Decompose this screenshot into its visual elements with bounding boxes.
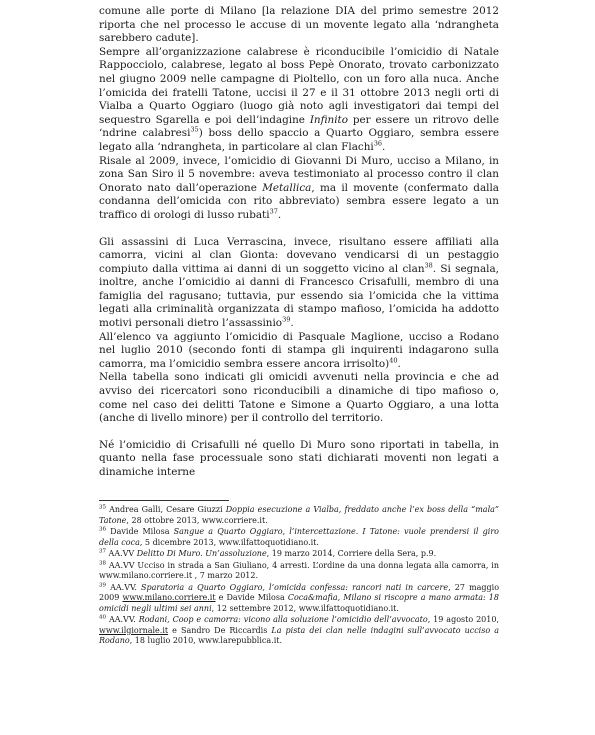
footnote-38: $^{38}$ AA.VV Ucciso in strada a San Giuliano, 4 arresti. L’ordine da una donna legata alla camorra, in www.milano.corriere.it , 7 marzo 2012. [99,559,499,580]
paragraph-1: comune alle porte di Milano [la relazione DIA del primo semestre 2012 riporta che nel processo le accuse di un movente legato alla ‘ndrangheta sarebbero cadute]. [99,5,499,45]
link-ilgiornale[interactable]: www.ilgiornale.it [99,625,169,635]
paragraph-2: Sempre all’organizzazione calabrese è riconducibile l’omicidio di Natale Rappocciolo, calabrese, legato al boss Pepè Onorato, trovato carbonizzato nel giugno 2009 nelle campagne di Pioltello, con un foro alla nuca. Anche l’omicida dei fratelli Tatone, uccisi il 27 e il 31 ottobre 2013 negli orti di Vialba a Quarto Oggiaro (luogo già noto agli investigatori dai tempi del sequestro Sgarella e poi dell’indagine Infinito per essere un ritrovo delle ‘ndrine calabresi$^{35}$) boss dello spaccio a Quarto Oggiaro, sembra essere legato alla ‘ndrangheta, in particolare al clan Flachi$^{36}$. [99,45,500,153]
footnotes [99,505,499,648]
footnote-ref-37[interactable]: 37 [269,207,278,216]
footnote-40: $^{40}$ AA.VV. Rodani, Coop e camorra: vicono alla soluzione l’omicidio dell’avvocato, 19 agosto 2010, www.ilgiornale.it e Sandro De Riccardis La pista dei clan nelle indagini sull’avvocato ucciso a Rodano, 18 luglio 2010, www.larepubblica.it. [99,614,499,645]
footnote-37: $^{37}$ AA.VV Delitto Di Muro. Un’assoluzione, 19 marzo 2014, Corriere della Sera, p.9. [99,548,437,558]
paragraph-7: Né l’omicidio di Crisafulli né quello Di Muro sono riportati in tabella, in quanto nella fase processuale sono stati dichiarati moventi non legati a dinamiche interne [99,438,499,478]
footnote-ref-40[interactable]: 40 [389,356,398,365]
footnote-ref-39[interactable]: 39 [282,315,291,324]
footnote-separator [99,500,229,501]
footnote-35: $^{35}$ Andrea Galli, Cesare Giuzzi Doppia esecuzione a Vialba, freddato anche l’ex boss della “mala” Tatone, 28 ottobre 2013, www.corriere.it. [99,504,499,525]
footnote-36: $^{36}$ Davide Milosa Sangue a Quarto Oggiaro, l’intercettazione. I Tatone: vuole prendersi il giro della coca, 5 dicembre 2013, www.ilfattoquotidiano.it. [99,526,499,547]
footnote-ref-38[interactable]: 38 [424,261,433,270]
footnote-39: $^{39}$ AA.VV. Sparatoria a Quarto Oggiaro, l’omicida confessa: rancori nati in carcere, 27 maggio 2009 www.milano.corriere.it e Davide Milosa Coca&mafia, Milano si riscopre a mano armata: 18 omicidi negli ultimi sei anni, 12 settembre 2012, www.ilfattoquotidiano.it. [99,581,500,613]
paragraph-6: Nella tabella sono indicati gli omicidi avvenuti nella provincia e che ad avviso dei ricercatori sono riconducibili a dinamiche di tipo mafioso o, come nel caso dei delitti Tatone e Simone a Quarto Oggiaro, a una lotta (anche di livello minore) per il controllo del territorio. [99,371,499,425]
body-text [99,5,499,480]
paragraph-4: Gli assassini di Luca Verrascina, invece, risultano essere affiliati alla camorra, vicini al clan Gionta: dovevano vendicarsi di un pestaggio compiuto dalla vittima ai danni di un soggetto vicino al clan$^{38}$. Si segnala, inoltre, anche l’omicidio ai danni di Francesco Crisafulli, membro di una famiglia del ragusano; tuttavia, pur essendo sia l’omicida che la vittima legati alla criminalità organizzata di stampo mafioso, l’omicida ha addotto motivi personali dietro l’assassinio$^{39}$. [99,235,499,330]
paragraph-3: Risale al 2009, invece, l’omicidio di Giovanni Di Muro, ucciso a Milano, in zona San Siro il 5 novembre: aveva testimoniato al processo contro il clan Onorato nato dall’operazione Metallica, ma il movente (confermato dalla condanna dell’omicida con rito abbreviato) sembra essere legato a un traffico di orologi di lusso rubati$^{37}$. [99,154,499,221]
link-milano-corriere[interactable]: www.milano.corriere.it [122,593,216,602]
paragraph-5: All’elenco va aggiunto l’omicidio di Pasquale Maglione, ucciso a Rodano nel luglio 2010 (secondo fonti di stampa gli inquirenti indagarono sulla camorra, ma l’omicidio sembra essere ancora irrisolto)$^{40}$. [99,330,499,370]
footnote-ref-35[interactable]: 35 [190,125,199,134]
footnote-ref-36[interactable]: 36 [373,139,382,148]
